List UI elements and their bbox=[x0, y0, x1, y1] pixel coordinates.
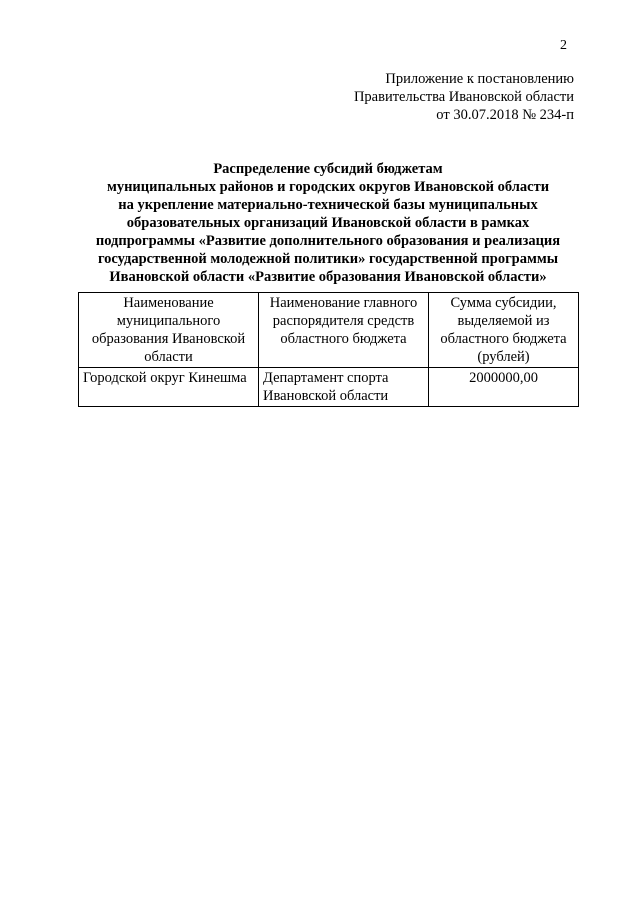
header-administrator: Наименование главного распорядителя средств областного бюджета bbox=[259, 293, 429, 368]
header-municipality: Наименование муниципального образования Ивановской области bbox=[79, 293, 259, 368]
appendix-line: Правительства Ивановской области bbox=[353, 89, 574, 105]
title-line: подпрограммы «Развитие дополнительного образования и реализация bbox=[95, 233, 561, 249]
cell-municipality: Городской округ Кинешма bbox=[79, 368, 259, 407]
cell-amount: 2000000,00 bbox=[429, 368, 579, 407]
page-number: 2 bbox=[560, 38, 567, 53]
header-amount: Сумма субсидии, выделяемой из областного бюджета (рублей) bbox=[429, 293, 579, 368]
cell-administrator: Департамент спорта Ивановской области bbox=[259, 368, 429, 407]
title-line: государственной молодежной политики» государственной программы bbox=[97, 251, 559, 267]
title-line: муниципальных районов и городских округов Ивановской области bbox=[106, 179, 550, 195]
document-title bbox=[70, 160, 586, 286]
appendix-line: Приложение к постановлению bbox=[385, 71, 574, 87]
title-line: Распределение субсидий бюджетам bbox=[213, 161, 443, 177]
title-line: Ивановской области «Развитие образования Ивановской области» bbox=[109, 269, 547, 285]
appendix-line: от 30.07.2018 № 234-п bbox=[436, 107, 574, 123]
title-line: на укрепление материально-технической базы муниципальных bbox=[118, 197, 538, 213]
title-line: образовательных организаций Ивановской области в рамках bbox=[126, 215, 530, 231]
table-row bbox=[79, 368, 579, 407]
subsidy-table bbox=[78, 292, 579, 407]
table-header-row bbox=[79, 293, 579, 368]
appendix-block bbox=[274, 70, 574, 124]
